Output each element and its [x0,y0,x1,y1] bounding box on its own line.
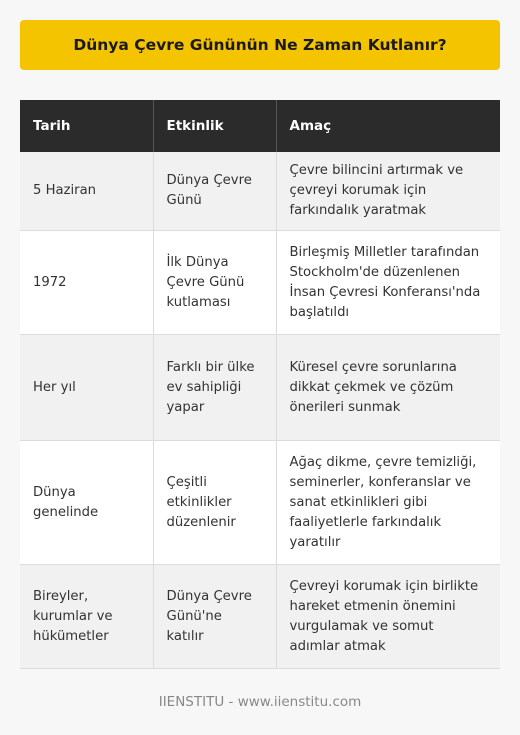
info-table [20,100,500,669]
cell-date: Her yıl [20,335,153,441]
title-banner [20,20,500,70]
cell-purpose: Çevre bilincini artırmak ve çevreyi korumak için farkındalık yaratmak [276,152,500,231]
cell-date: 5 Haziran [20,152,153,231]
footer-credit: IIENSTITU - www.iienstitu.com [158,694,362,710]
table-row [20,335,500,441]
table-header-row [20,100,500,152]
cell-purpose: Küresel çevre sorunlarına dikkat çekmek ve çözüm önerileri sunmak [276,335,500,441]
cell-date: Dünya genelinde [20,441,153,565]
cell-date: Bireyler, kurumlar ve hükümetler [20,565,153,669]
cell-purpose: Birleşmiş Milletler tarafından Stockholm'de düzenlenen İnsan Çevresi Konferansı'nda başlatıldı [276,231,500,335]
cell-purpose: Çevreyi korumak için birlikte hareket etmenin önemini vurgulamak ve somut adımlar atmak [276,565,500,669]
cell-event: Farklı bir ülke ev sahipliği yapar [153,335,276,441]
column-header-purpose: Amaç [276,100,500,152]
table-row [20,231,500,335]
page-title: Dünya Çevre Gününün Ne Zaman Kutlanır? [73,36,447,54]
cell-event: Çeşitli etkinlikler düzenlenir [153,441,276,565]
table-row [20,441,500,565]
cell-event: İlk Dünya Çevre Günü kutlaması [153,231,276,335]
cell-purpose: Ağaç dikme, çevre temizliği, seminerler, konferanslar ve sanat etkinlikleri gibi faaliyetlerle farkındalık yaratılır [276,441,500,565]
table-row [20,152,500,231]
cell-event: Dünya Çevre Günü'ne katılır [153,565,276,669]
table-row [20,565,500,669]
cell-date: 1972 [20,231,153,335]
column-header-date: Tarih [20,100,153,152]
column-header-event: Etkinlik [153,100,276,152]
cell-event: Dünya Çevre Günü [153,152,276,231]
